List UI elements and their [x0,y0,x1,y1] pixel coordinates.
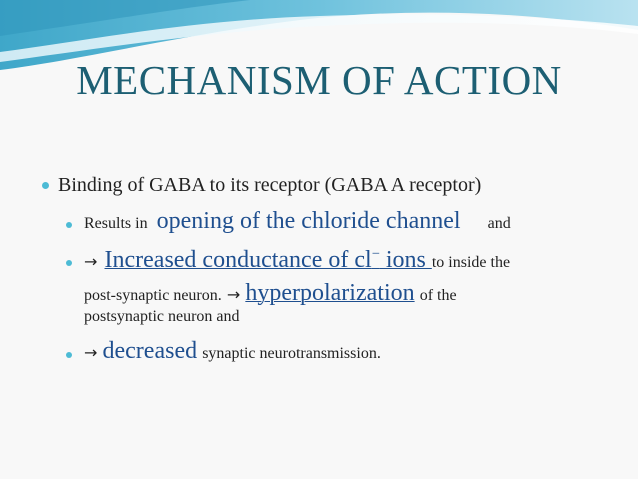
sub-bullet-1-highlight: opening of the chloride channel [156,208,461,234]
sub-bullet-2-line2 [84,280,638,307]
bullet-item-1: Binding of GABA to its receptor (GABA A receptor) [58,174,482,196]
sub-bullet-2-line2-text: post-synaptic neuron. [84,287,222,304]
sub-bullet-1-suffix: and [487,215,511,232]
superscript-minus: − [371,246,380,262]
slide-title: MECHANISM OF ACTION [76,57,562,103]
bullet-dot [66,222,72,228]
sub-bullet-3 [84,338,638,365]
bullet-dot [66,260,72,266]
sub-bullet-2-highlight [105,247,432,273]
bullet-dot [66,352,72,358]
sub-bullet-2-line2-suffix: of the [419,287,457,304]
bullet-dot [42,182,49,189]
highlight-text-end: ions [379,247,432,273]
sub-bullet-1-prefix: Results in [84,215,148,232]
sub-bullet-2-text: to inside the [431,254,511,271]
sub-bullet-2-line3: postsynaptic neuron and [84,308,240,325]
arrow-right-icon: → [84,343,98,362]
highlight-text: Increased conductance of cl [104,247,372,273]
arrow-right-icon: → [226,285,241,304]
sub-bullet-2 [84,246,638,274]
sub-bullet-3-text: synaptic neurotransmission. [202,345,381,362]
sub-bullet-2-highlight2: hyperpolarization [245,280,415,306]
sub-bullet-3-highlight: decreased [102,338,198,364]
sub-bullet-1 [84,208,638,235]
arrow-right-icon: → [84,252,98,271]
